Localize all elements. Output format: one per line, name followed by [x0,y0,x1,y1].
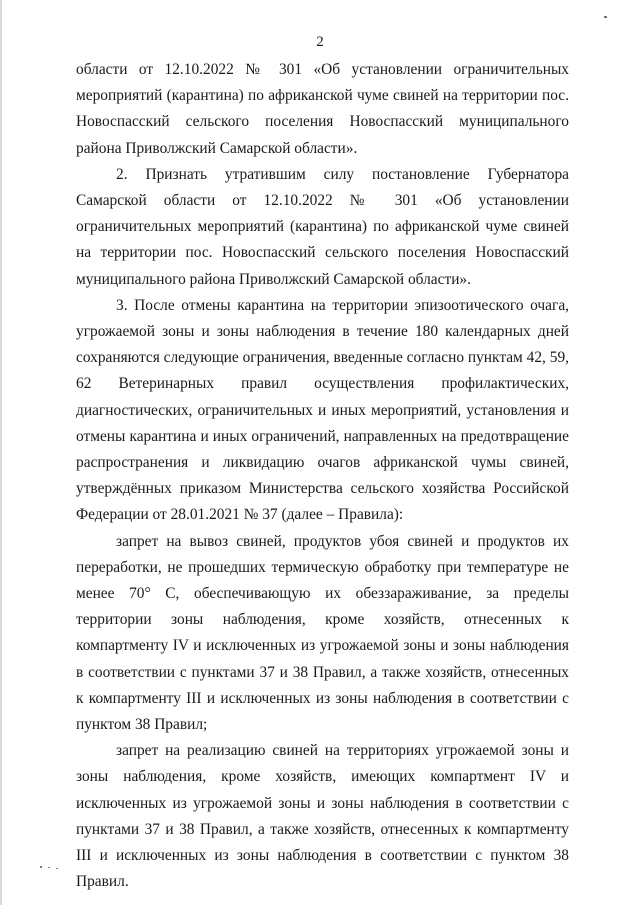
paragraph-item-3: 3. После отмены карантина на территории эпизоотического очага, угрожаемой зоны и зоны наблюдения в течение 180 календарных дней сохраняются следующие ограничения, введенные согласно пунктам 42, 59, 62 Ветеринарных правил осуществления профилактических, диагностических, ограничительных и иных мероприятий, установления и отмены карантина и иных ограничений, направленных на предотвращение распространения и ликвидацию очагов африканской чумы свиней, утверждённых приказом Министерства сельского хозяйства Российской Федерации от 28.01.2021 № 37 (далее – Правила): [76,296,569,524]
scan-speck [56,868,58,869]
paragraph-restriction-export: запрет на вывоз свиней, продуктов убоя свиней и продуктов их переработки, не прошедших термическую обработку при температуре не менее 70° С, обеспечивающую их обеззараживание, за пределы территории зоны наблюдения, кроме хозяйств, отнесенных к компартменту IV и исключенных из угрожаемой зоны и зоны наблюдения в соответствии с пунктами 37 и 38 Правил, а также хозяйств, отнесенных к компартменту III и исключенных из зоны наблюдения в соответствии с пунктом 38 Правил; [76,532,569,734]
document-body [76,57,569,896]
paragraph-continuation: области от 12.10.2022 № 301 «Об установлении ограничительных мероприятий (карантина) по африканской чуме свиней на территории пос. Новоспасский сельского поселения Новоспасский муниципального района Приволжский Самарской области». [76,61,569,157]
scan-speck [40,866,42,868]
scan-edge [0,0,2,905]
scan-speck [604,16,607,18]
scan-speck [48,867,50,868]
paragraph-restriction-sale: запрет на реализацию свиней на территориях угрожаемой зоны и зоны наблюдения, кроме хозяйств, имеющих компартмент IV и исключенных из угрожаемой зоны и зоны наблюдения в соответствии с пунктами 37 и 38 Правил, а также хозяйств, отнесенных к компартменту III и исключенных из зоны наблюдения в соответствии с пунктом 38 Правил. [76,742,569,891]
page-number: 2 [316,34,324,50]
paragraph-item-2: 2. Признать утратившим силу постановление Губернатора Самарской области от 12.10.2022 № 301 «Об установлении ограничительных мероприятий (карантина) по африканской чуме свиней на территории пос. Новоспасский сельского поселения Новоспасский муниципального района Приволжский Самарской области». [76,165,569,288]
